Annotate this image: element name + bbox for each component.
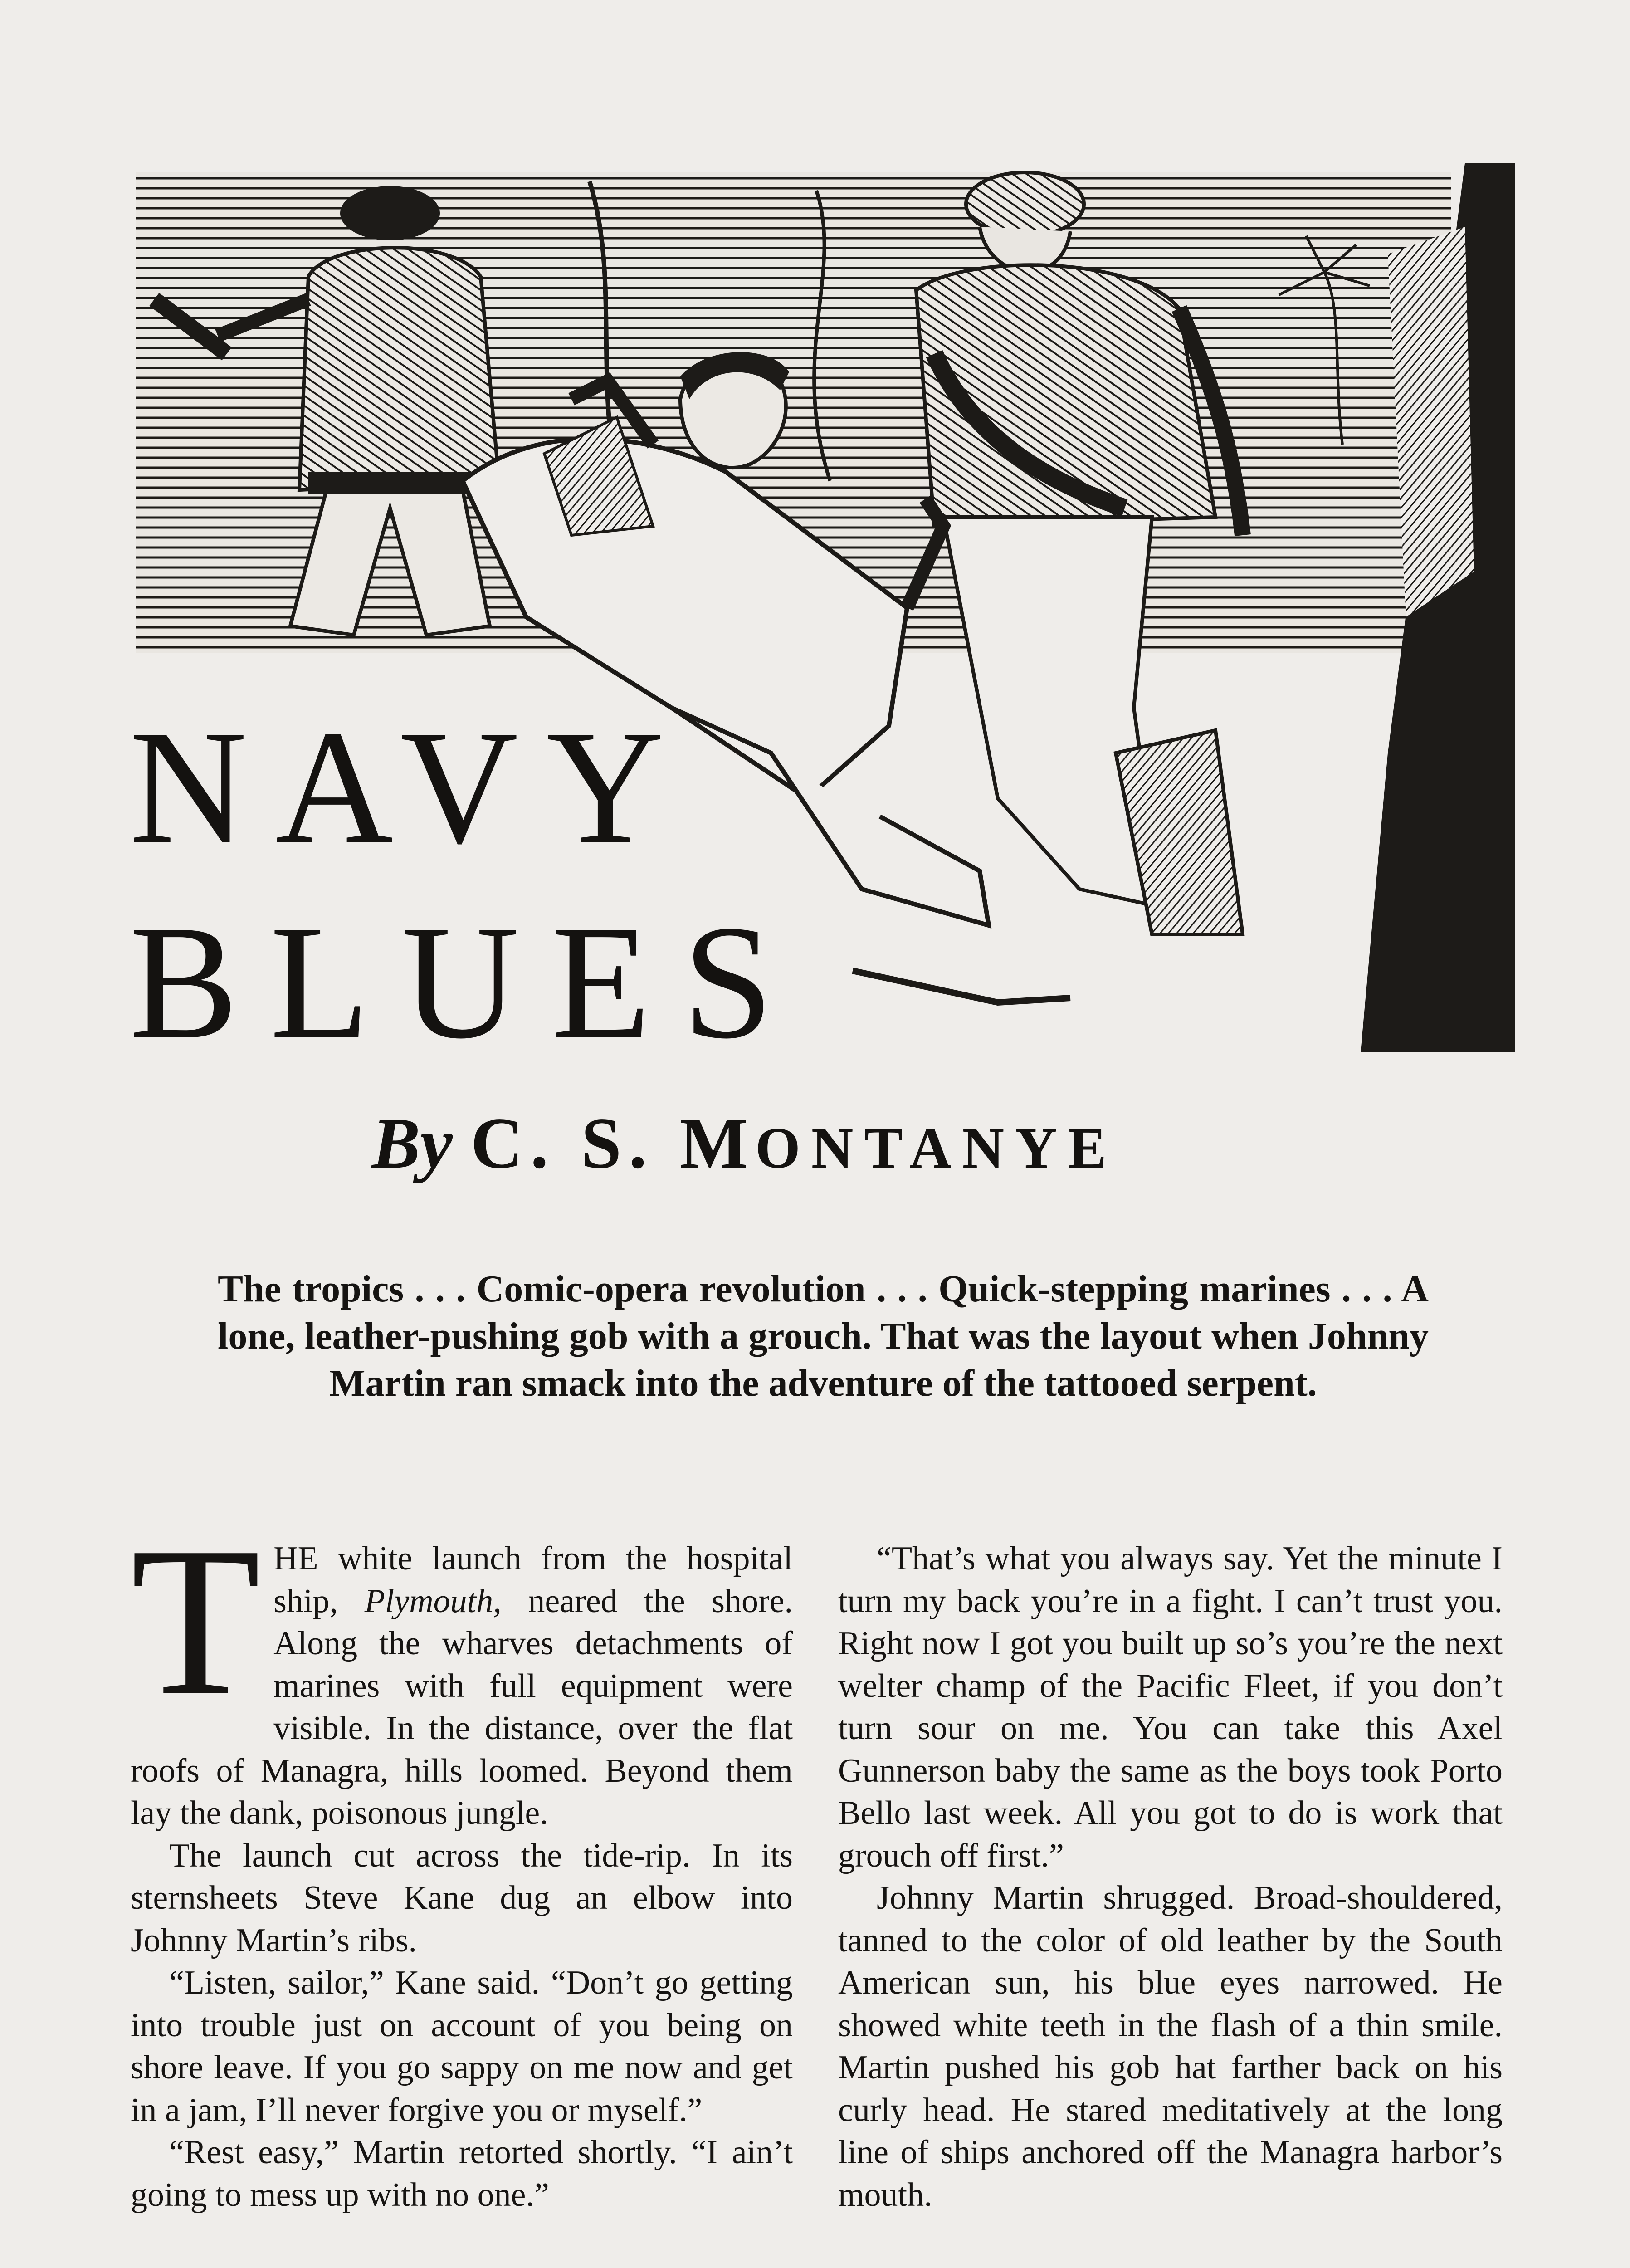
paragraph-4: “Rest easy,” Martin retorted shortly. “I ain’t going to mess up with no one.” — [131, 2134, 793, 2214]
paragraph-5: “That’s what you always say. Yet the minute I turn my back you’re in a fight. I can’t trust you. Right now I got you built up so’s you’re the next welter champ of the Pacific Fleet, if you don’t turn sour on me. You can take this Axel Gunnerson baby the same as the boys took Porto Bello last week. All you got to do is work that grouch off first.” — [838, 1540, 1503, 1874]
text-column-right — [838, 1538, 1503, 2216]
story-title-line2: BLUES — [129, 891, 805, 1072]
text-column-left — [131, 1503, 793, 2216]
byline-author — [471, 1103, 1118, 1183]
byline-by: By — [372, 1103, 453, 1183]
byline-author-initials: C. S. M — [470, 1103, 756, 1183]
paragraph-3: “Listen, sailor,” Kane said. “Don’t go getting into trouble just on account of you being on shore leave. If you go sappy on me now and get in a jam, I’ll never forgive you or myself.” — [131, 1964, 793, 2129]
paragraph-1-text-b: neared the shore. Along the wharves detachments of marines with full equipment were visible. In the distance, over the flat roofs of Managra, hills loomed. Beyond them lay the dank, poisonous jungle. — [131, 1582, 793, 1832]
ship-name: Plymouth, — [364, 1582, 502, 1620]
byline-author-rest: ONTANYE — [755, 1116, 1118, 1180]
byline — [372, 1103, 1118, 1183]
story-teaser: The tropics . . . Comic-opera revolution . . . Quick-stepping marines . . . A lone, leather-pushing gob with a grouch. That was the layout when Johnny Martin ran smack into the adventure of the tattooed serpent. — [218, 1268, 1429, 1404]
paragraph-2: The launch cut across the tide-rip. In its sternsheets Steve Kane dug an elbow into Johnny Martin’s ribs. — [131, 1837, 793, 1959]
paragraph-6: Johnny Martin shrugged. Broad-shouldered, tanned to the color of old leather by the South American sun, his blue eyes narrowed. He showed white teeth in the flash of a thin smile. Martin pushed his gob hat farther back on his curly head. He stared meditatively at the long line of ships anchored off the Managra harbor’s mouth. — [838, 1879, 1503, 2214]
story-title-line1: NAVY — [129, 696, 693, 877]
drop-cap: T — [131, 1503, 261, 1739]
paragraph-1-text-a: HE white launch from the hospital ship, — [273, 1540, 793, 1620]
paragraph-1 — [131, 1503, 793, 1835]
